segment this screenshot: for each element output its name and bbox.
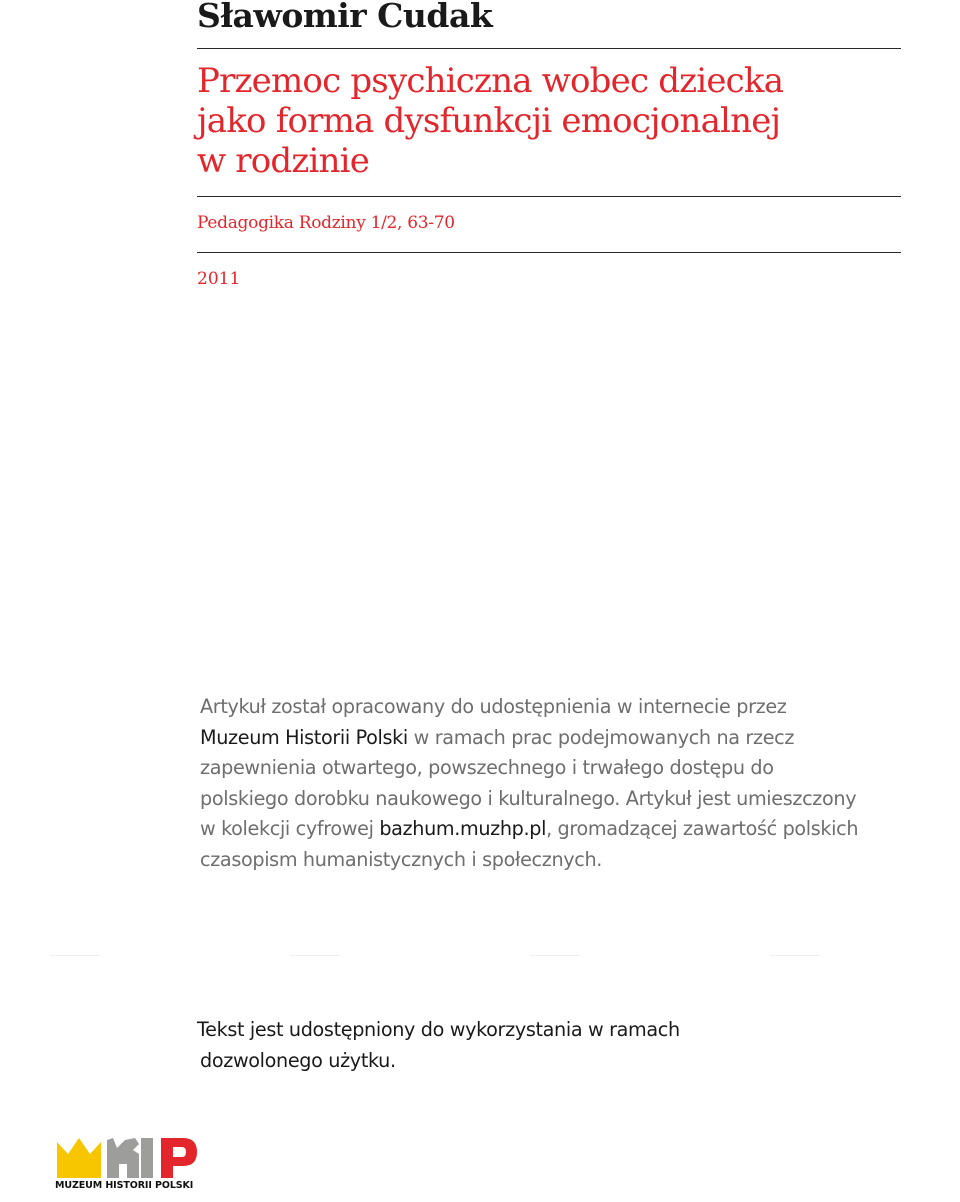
collection-link[interactable]: bazhum.muzhp.pl [379,817,547,840]
logo-gray-figure [107,1138,139,1178]
notice-text: , gromadzącej zawartość polskich [546,817,859,840]
publication-notice [200,692,900,875]
article-title-line: Przemoc psychiczna wobec dziecka [197,61,784,101]
notice-line [200,814,900,845]
notice-text: w ramach prac podejmowanych na rzecz [407,725,795,749]
notice-line: Artykuł został opracowany do udostępnienia w internecie przez [200,695,787,718]
faint-mark [530,955,580,956]
journal-citation: Pedagogika Rodziny 1/2, 63-70 [197,213,455,233]
faint-mark [290,955,340,956]
article-title-line: w rodzinie [197,141,370,181]
notice-line: czasopism humanistycznych i społecznych. [200,847,603,871]
usage-line: Tekst jest udostępniony do wykorzystania w ramach [197,1018,680,1041]
author-name: Sławomir Cudak [197,0,493,35]
article-title [197,61,783,181]
museum-logo [55,1134,205,1194]
logo-gray-figure-2 [141,1138,153,1178]
divider-bottom [197,252,901,253]
notice-text: w kolekcji cyfrowej [200,817,380,840]
faint-mark [50,955,100,956]
faint-mark [770,955,820,956]
publication-year: 2011 [197,269,241,289]
divider-top [197,48,901,49]
divider-middle [197,196,901,197]
notice-line [200,723,900,754]
usage-notice [197,1014,680,1076]
notice-line: polskiego dorobku naukowego i kulturalnego. Artykuł jest umieszczony [200,786,857,810]
logo-yellow-crown [57,1138,101,1178]
logo-red-p [161,1138,197,1178]
museum-logo-mark [55,1134,205,1180]
article-title-line: jako forma dysfunkcji emocjonalnej [197,101,781,141]
logo-caption: MUZEUM HISTORII POLSKI [55,1180,194,1191]
museum-name: Muzeum Historii Polski [200,725,408,749]
notice-line: zapewnienia otwartego, powszechnego i trwałego dostępu do [200,756,774,779]
usage-line: dozwolonego użytku. [200,1049,396,1072]
